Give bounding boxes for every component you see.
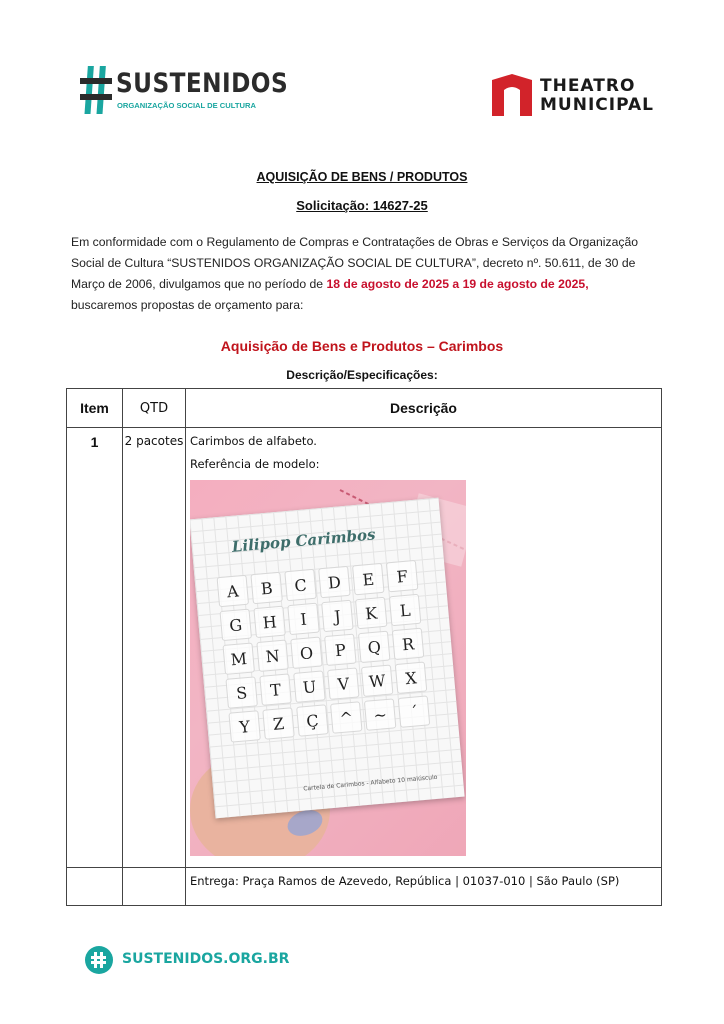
product-photo: [190, 480, 466, 856]
stamp-letter: N: [256, 639, 289, 672]
stamp-letter: F: [386, 560, 419, 593]
letter-grid: [217, 559, 441, 747]
delivery-address: Entrega: Praça Ramos de Azevedo, República | 01037-010 | São Paulo (SP): [186, 868, 662, 906]
stamp-letter: V: [327, 667, 360, 700]
card-caption: Cartela de Carimbos - Alfabeto 10 maiúsculo: [303, 773, 438, 793]
logo-name: SUSTENIDOS: [116, 68, 289, 99]
stamp-letter: K: [355, 597, 388, 630]
reference-line: Referência de modelo:: [190, 457, 320, 471]
stamp-letter: Y: [228, 710, 261, 743]
stamp-letter: Q: [358, 631, 391, 664]
stamp-letter: I: [287, 603, 320, 636]
table-header-row: [67, 389, 662, 428]
logo-line1: THEATRO: [540, 76, 636, 96]
stamp-letter: O: [290, 637, 323, 670]
delivery-row: [67, 868, 662, 906]
stamp-letter: B: [250, 572, 283, 605]
delivery-qtd-empty: [123, 868, 186, 906]
stamp-letter: ~: [364, 698, 397, 731]
website-link[interactable]: SUSTENIDOS.ORG.BR: [122, 951, 290, 967]
stamp-letter: H: [253, 606, 286, 639]
stamp-letter: A: [217, 575, 250, 608]
theatre-building-icon: [490, 72, 534, 118]
theatro-municipal-logo: [490, 72, 660, 118]
logo-subtitle: ORGANIZAÇÃO SOCIAL DE CULTURA: [117, 101, 256, 110]
stamp-letter: G: [220, 609, 253, 642]
delivery-item-empty: [67, 868, 123, 906]
description-line: Carimbos de alfabeto.: [190, 434, 317, 448]
stamp-letter: X: [395, 662, 428, 695]
stamp-letter: L: [389, 594, 422, 627]
stamp-letter: U: [293, 670, 326, 703]
section-title: Aquisição de Bens e Produtos – Carimbos: [220, 338, 504, 354]
hash-circle-icon: [84, 945, 114, 975]
stamp-letter: ´: [398, 695, 431, 728]
stamp-letter: C: [284, 569, 317, 602]
stamp-letter: Ç: [296, 704, 329, 737]
request-number: Solicitação: 14627-25: [296, 198, 428, 213]
intro-dates: 18 de agosto de 2025 a 19 de agosto de 2025,: [326, 277, 589, 291]
stamp-letter: W: [361, 664, 394, 697]
header-description: Descrição: [186, 389, 662, 428]
intro-text: Em conformidade com o Regulamento de Compras e Contratações de Obras e Serviços da Organização Social de Cultura “SUSTENIDOS ORGANIZAÇÃO SOCIAL DE CULTURA”, decreto nº. 50.611, de 30 de Março de 2006, divulgamos que no período de: [71, 235, 639, 291]
stamp-letter: M: [222, 642, 255, 675]
spec-table: [66, 388, 662, 906]
stamp-letter: Z: [262, 707, 295, 740]
intro-paragraph: [71, 232, 651, 316]
table-row: [67, 428, 662, 868]
row-item: 1: [67, 428, 123, 868]
stamp-letter: T: [259, 673, 292, 706]
header-qtd: QTD: [123, 389, 186, 428]
stamp-letter: D: [318, 566, 351, 599]
stamp-letter: J: [321, 600, 354, 633]
footer: [84, 944, 290, 976]
stamp-letter: P: [324, 634, 357, 667]
stamp-letter: R: [392, 628, 425, 661]
stamp-card: [190, 498, 465, 819]
intro-text-end: buscaremos propostas de orçamento para:: [71, 298, 304, 312]
description-label: Descrição/Especificações:: [286, 368, 438, 382]
stamp-letter: E: [352, 563, 385, 596]
row-qtd: 2 pacotes: [123, 428, 186, 868]
row-description: [186, 428, 662, 868]
header-item: Item: [67, 389, 123, 428]
document-title: AQUISIÇÃO DE BENS / PRODUTOS: [256, 170, 468, 184]
stamp-letter: S: [225, 676, 258, 709]
brand-label: Lilipop Carimbos: [231, 525, 377, 556]
sustenidos-logo: [80, 64, 289, 118]
logo-line2: MUNICIPAL: [540, 95, 654, 115]
stamp-letter: ^: [330, 701, 363, 734]
